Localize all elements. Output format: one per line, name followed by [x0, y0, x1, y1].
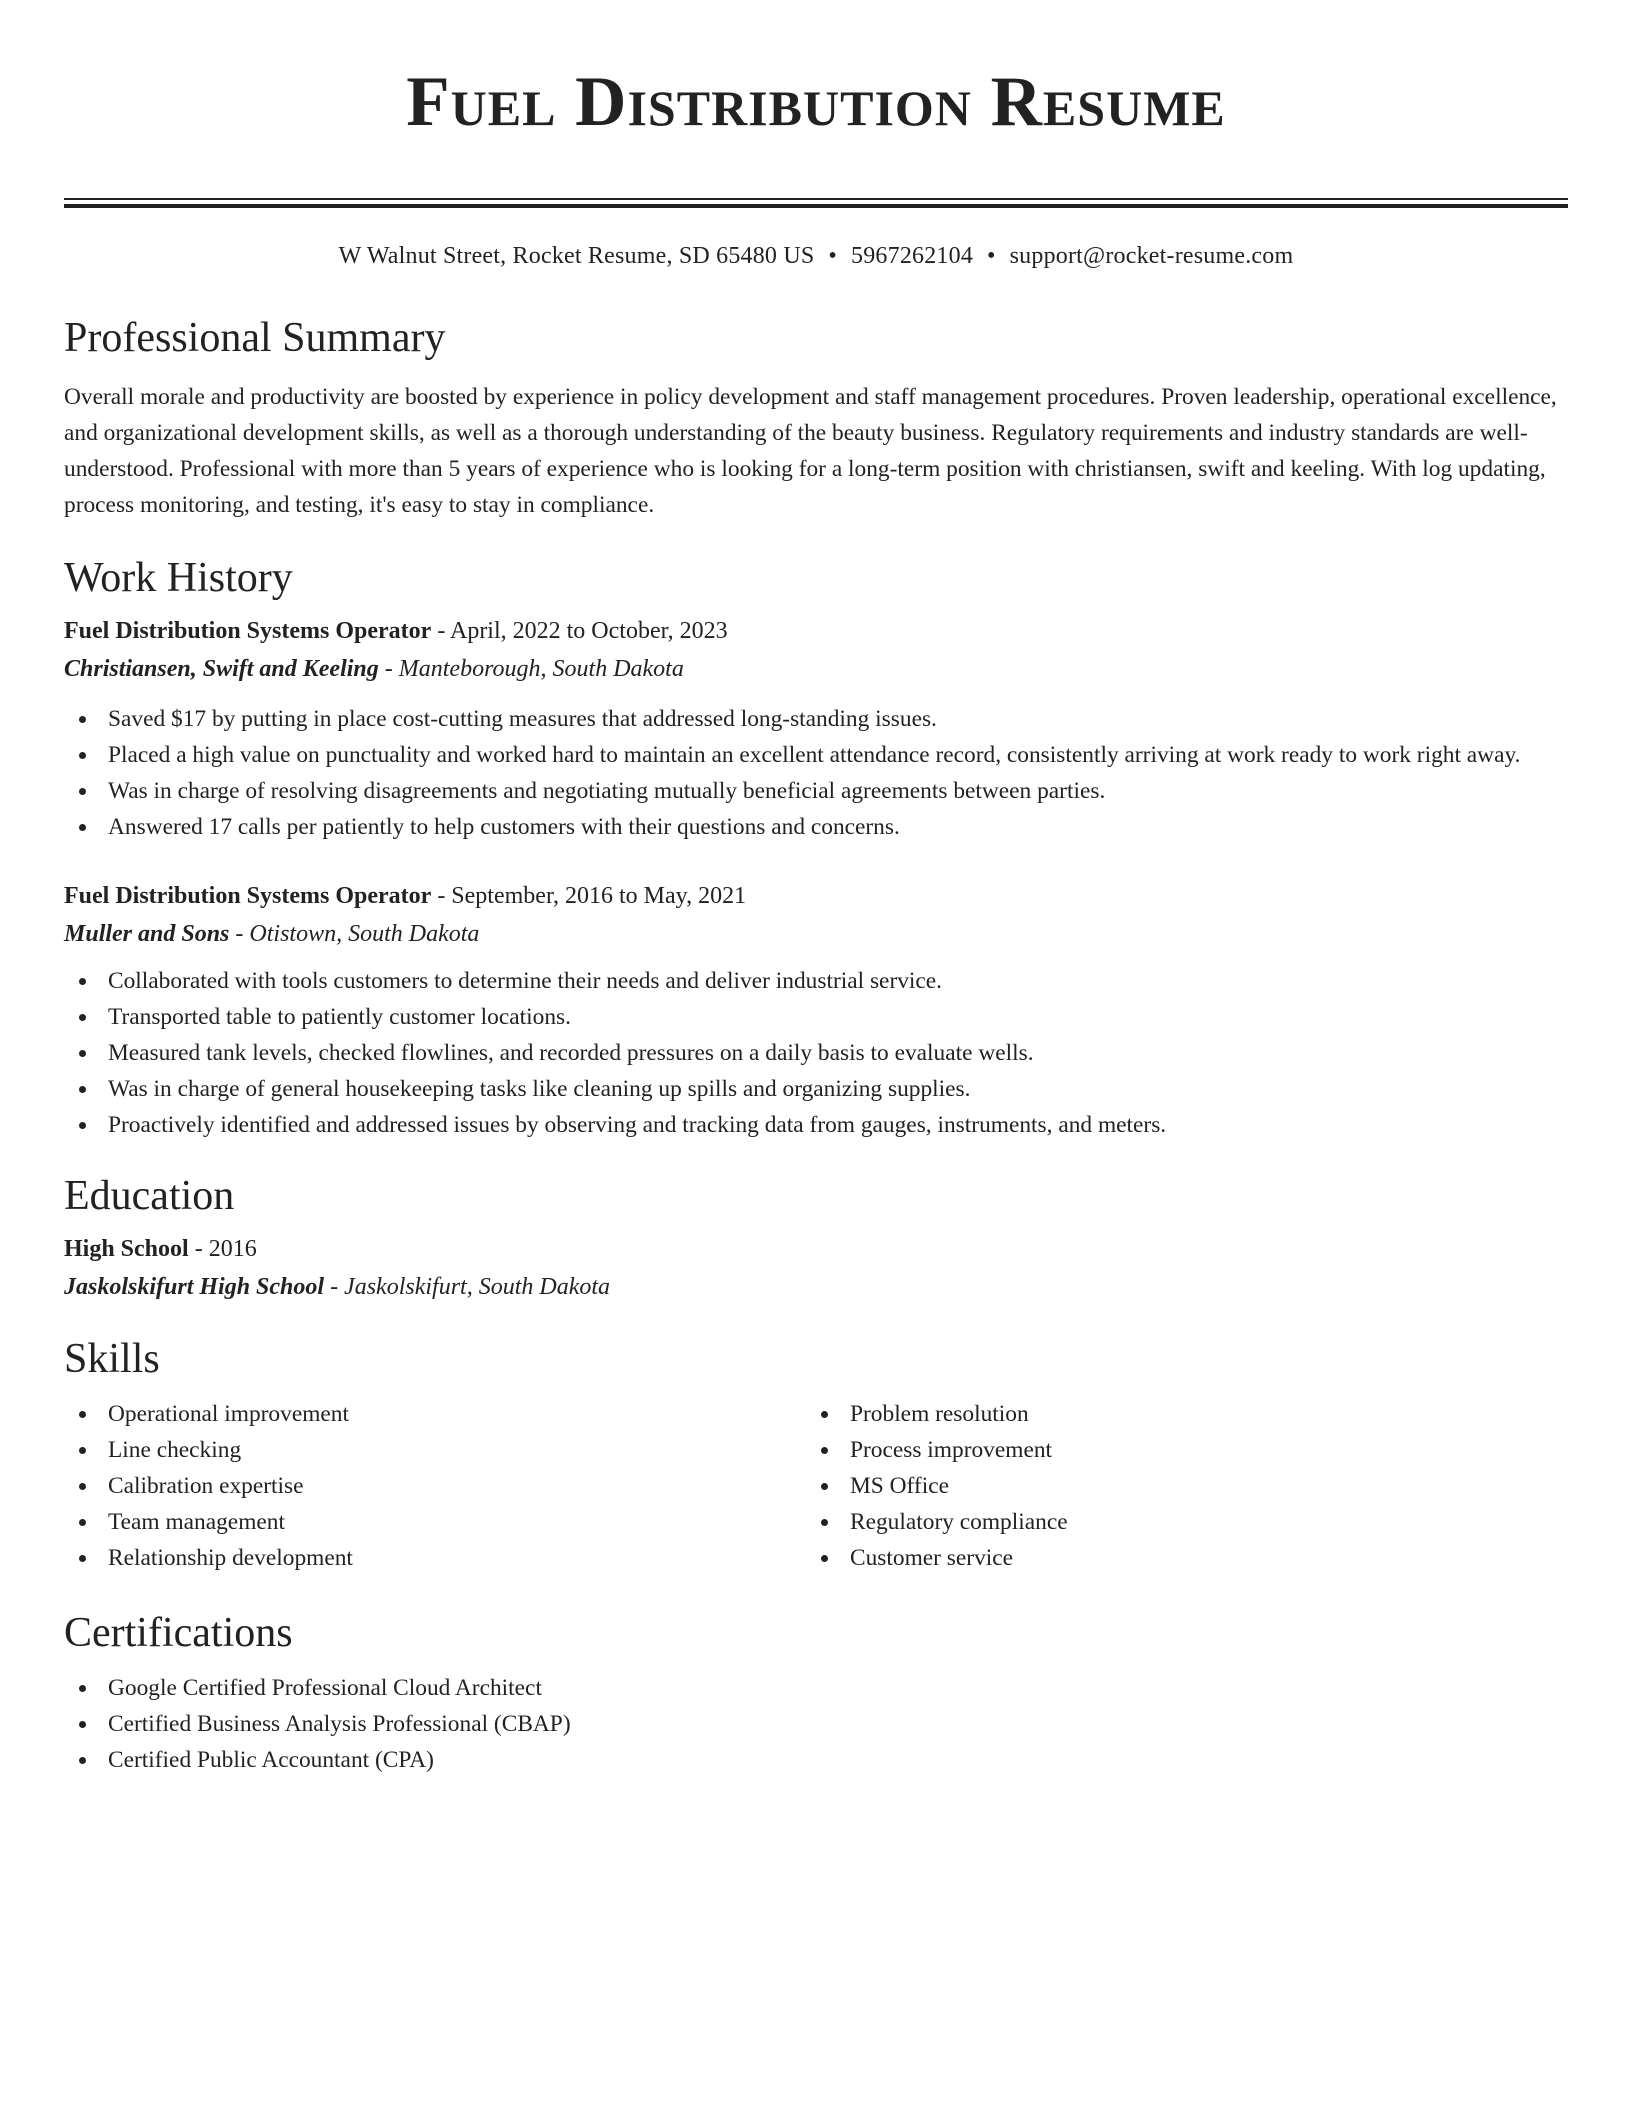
job-entry [64, 614, 1568, 845]
list-item [64, 1706, 1568, 1742]
list-item [806, 1396, 1548, 1432]
summary-section [64, 312, 1568, 523]
skill-text: Line checking [108, 1437, 242, 1463]
bullet-dot [79, 1721, 86, 1728]
bullet-dot [79, 1685, 86, 1692]
work-history-section [64, 552, 1568, 1143]
job-dates: - April, 2022 to October, 2023 [431, 618, 728, 644]
skill-text: Calibration expertise [108, 1473, 304, 1499]
skill-text: Regulatory compliance [850, 1509, 1068, 1535]
list-item-text: Proactively identified and addressed issues by observing and tracking data from gauges, instruments, and meters. [108, 1112, 1167, 1138]
bullet-dot [79, 978, 86, 985]
bullet-dot [79, 1411, 86, 1418]
section-title-certifications: Certifications [64, 1610, 293, 1656]
certifications-list [64, 1670, 1568, 1778]
skill-text: Relationship development [108, 1545, 353, 1571]
education-section [64, 1170, 1568, 1304]
education-header [64, 1232, 1568, 1266]
list-item [64, 1670, 1568, 1706]
list-item [64, 1540, 806, 1576]
list-item [64, 1071, 1568, 1107]
job-position: Fuel Distribution Systems Operator [64, 883, 432, 909]
education-degree: High School [64, 1236, 189, 1262]
list-item [64, 1432, 806, 1468]
job-entry [64, 879, 1568, 1143]
list-item [64, 1742, 1568, 1778]
skill-text: Customer service [850, 1545, 1014, 1571]
certification-text: Certified Public Accountant (CPA) [108, 1747, 434, 1773]
certifications-section [64, 1607, 1568, 1778]
skills-list-left [64, 1396, 806, 1576]
bullet-dot [79, 1050, 86, 1057]
list-item-text: Saved $17 by putting in place cost-cutting measures that addressed long-standing issues. [108, 706, 937, 732]
list-item [64, 809, 1568, 845]
section-title-summary: Professional Summary [64, 315, 446, 361]
list-item-text: Answered 17 calls per patiently to help customers with their questions and concerns. [108, 814, 900, 840]
list-item [64, 1396, 806, 1432]
contact-separator: • [828, 243, 838, 269]
education-school: Jaskolskifurt High School [64, 1274, 325, 1300]
bullet-dot [79, 1122, 86, 1129]
contact-line [64, 240, 1568, 272]
bullet-dot [79, 824, 86, 831]
bullet-dot [79, 1519, 86, 1526]
bullet-dot [79, 1447, 86, 1454]
bullet-dot [821, 1483, 828, 1490]
bullet-dot [821, 1411, 828, 1418]
job-dates: - September, 2016 to May, 2021 [431, 883, 747, 909]
skill-text: Problem resolution [850, 1401, 1029, 1427]
list-item [64, 963, 1568, 999]
certification-text: Certified Business Analysis Professional (CBAP) [108, 1711, 571, 1737]
list-item [64, 773, 1568, 809]
skills-section [64, 1333, 1568, 1576]
title-divider [64, 198, 1568, 208]
list-item [806, 1432, 1548, 1468]
education-year: - 2016 [188, 1236, 257, 1262]
job-bullets [64, 963, 1568, 1143]
summary-text: Overall morale and productivity are boosted by experience in policy development and staff management procedures. Proven leadership, operational excellence, and organizational development skills, as well as a thorough understanding of the beauty business. Regulatory requirements and industry standards are well-understood. Professional with more than 5 years of experience who is looking for a long-term position with christiansen, swift and keeling. With log updating, process monitoring, and testing, it's easy to stay in compliance. [64, 384, 1557, 518]
list-item [64, 1107, 1568, 1143]
skill-text: Operational improvement [108, 1401, 349, 1427]
bullet-dot [821, 1555, 828, 1562]
education-school-line [64, 1270, 1568, 1304]
education-location: - Jaskolskifurt, South Dakota [324, 1274, 611, 1300]
contact-address: W Walnut Street, Rocket Resume, SD 65480 US [338, 243, 815, 269]
bullet-dot [79, 752, 86, 759]
section-title-skills: Skills [64, 1336, 160, 1382]
contact-email: support@rocket-resume.com [1009, 243, 1294, 269]
job-header [64, 614, 1568, 648]
bullet-dot [821, 1447, 828, 1454]
contact-phone: 5967262104 [851, 243, 974, 269]
bullet-dot [79, 716, 86, 723]
bullet-dot [79, 1757, 86, 1764]
list-item-text: Measured tank levels, checked flowlines, and recorded pressures on a daily basis to evaluate wells. [108, 1040, 1034, 1066]
skill-text: Process improvement [850, 1437, 1053, 1463]
bullet-dot [79, 1555, 86, 1562]
list-item [806, 1540, 1548, 1576]
list-item-text: Transported table to patiently customer locations. [108, 1004, 571, 1030]
list-item [64, 1035, 1568, 1071]
list-item [64, 1504, 806, 1540]
skills-list-right [806, 1396, 1548, 1576]
skills-grid [64, 1396, 1568, 1576]
section-title-work-history: Work History [64, 555, 293, 601]
list-item [806, 1468, 1548, 1504]
job-bullets [64, 701, 1568, 845]
job-header [64, 879, 1568, 913]
job-company-line [64, 652, 1568, 686]
list-item-text: Was in charge of general housekeeping tasks like cleaning up spills and organizing supplies. [108, 1076, 971, 1102]
job-location: - Otistown, South Dakota [229, 921, 480, 947]
bullet-dot [79, 788, 86, 795]
job-company-line [64, 917, 1568, 951]
section-title-education: Education [64, 1173, 235, 1219]
list-item [64, 1468, 806, 1504]
skill-text: Team management [108, 1509, 285, 1535]
job-location: - Manteborough, South Dakota [378, 656, 684, 682]
skill-text: MS Office [850, 1473, 949, 1499]
list-item-text: Collaborated with tools customers to determine their needs and deliver industrial service. [108, 968, 943, 994]
list-item [64, 737, 1568, 773]
list-item-text: Placed a high value on punctuality and worked hard to maintain an excellent attendance record, consistently arriving at work ready to work right away. [108, 742, 1521, 768]
resume-title: Fuel Distribution Resume [406, 63, 1226, 141]
job-position: Fuel Distribution Systems Operator [64, 618, 432, 644]
bullet-dot [79, 1483, 86, 1490]
bullet-dot [821, 1519, 828, 1526]
certification-text: Google Certified Professional Cloud Architect [108, 1675, 542, 1701]
list-item [64, 999, 1568, 1035]
bullet-dot [79, 1086, 86, 1093]
job-company: Christiansen, Swift and Keeling [64, 656, 379, 682]
job-company: Muller and Sons [64, 921, 230, 947]
list-item [806, 1504, 1548, 1540]
list-item-text: Was in charge of resolving disagreements and negotiating mutually beneficial agreements between parties. [108, 778, 1106, 804]
contact-separator: • [987, 243, 996, 269]
list-item [64, 701, 1568, 737]
bullet-dot [79, 1014, 86, 1021]
